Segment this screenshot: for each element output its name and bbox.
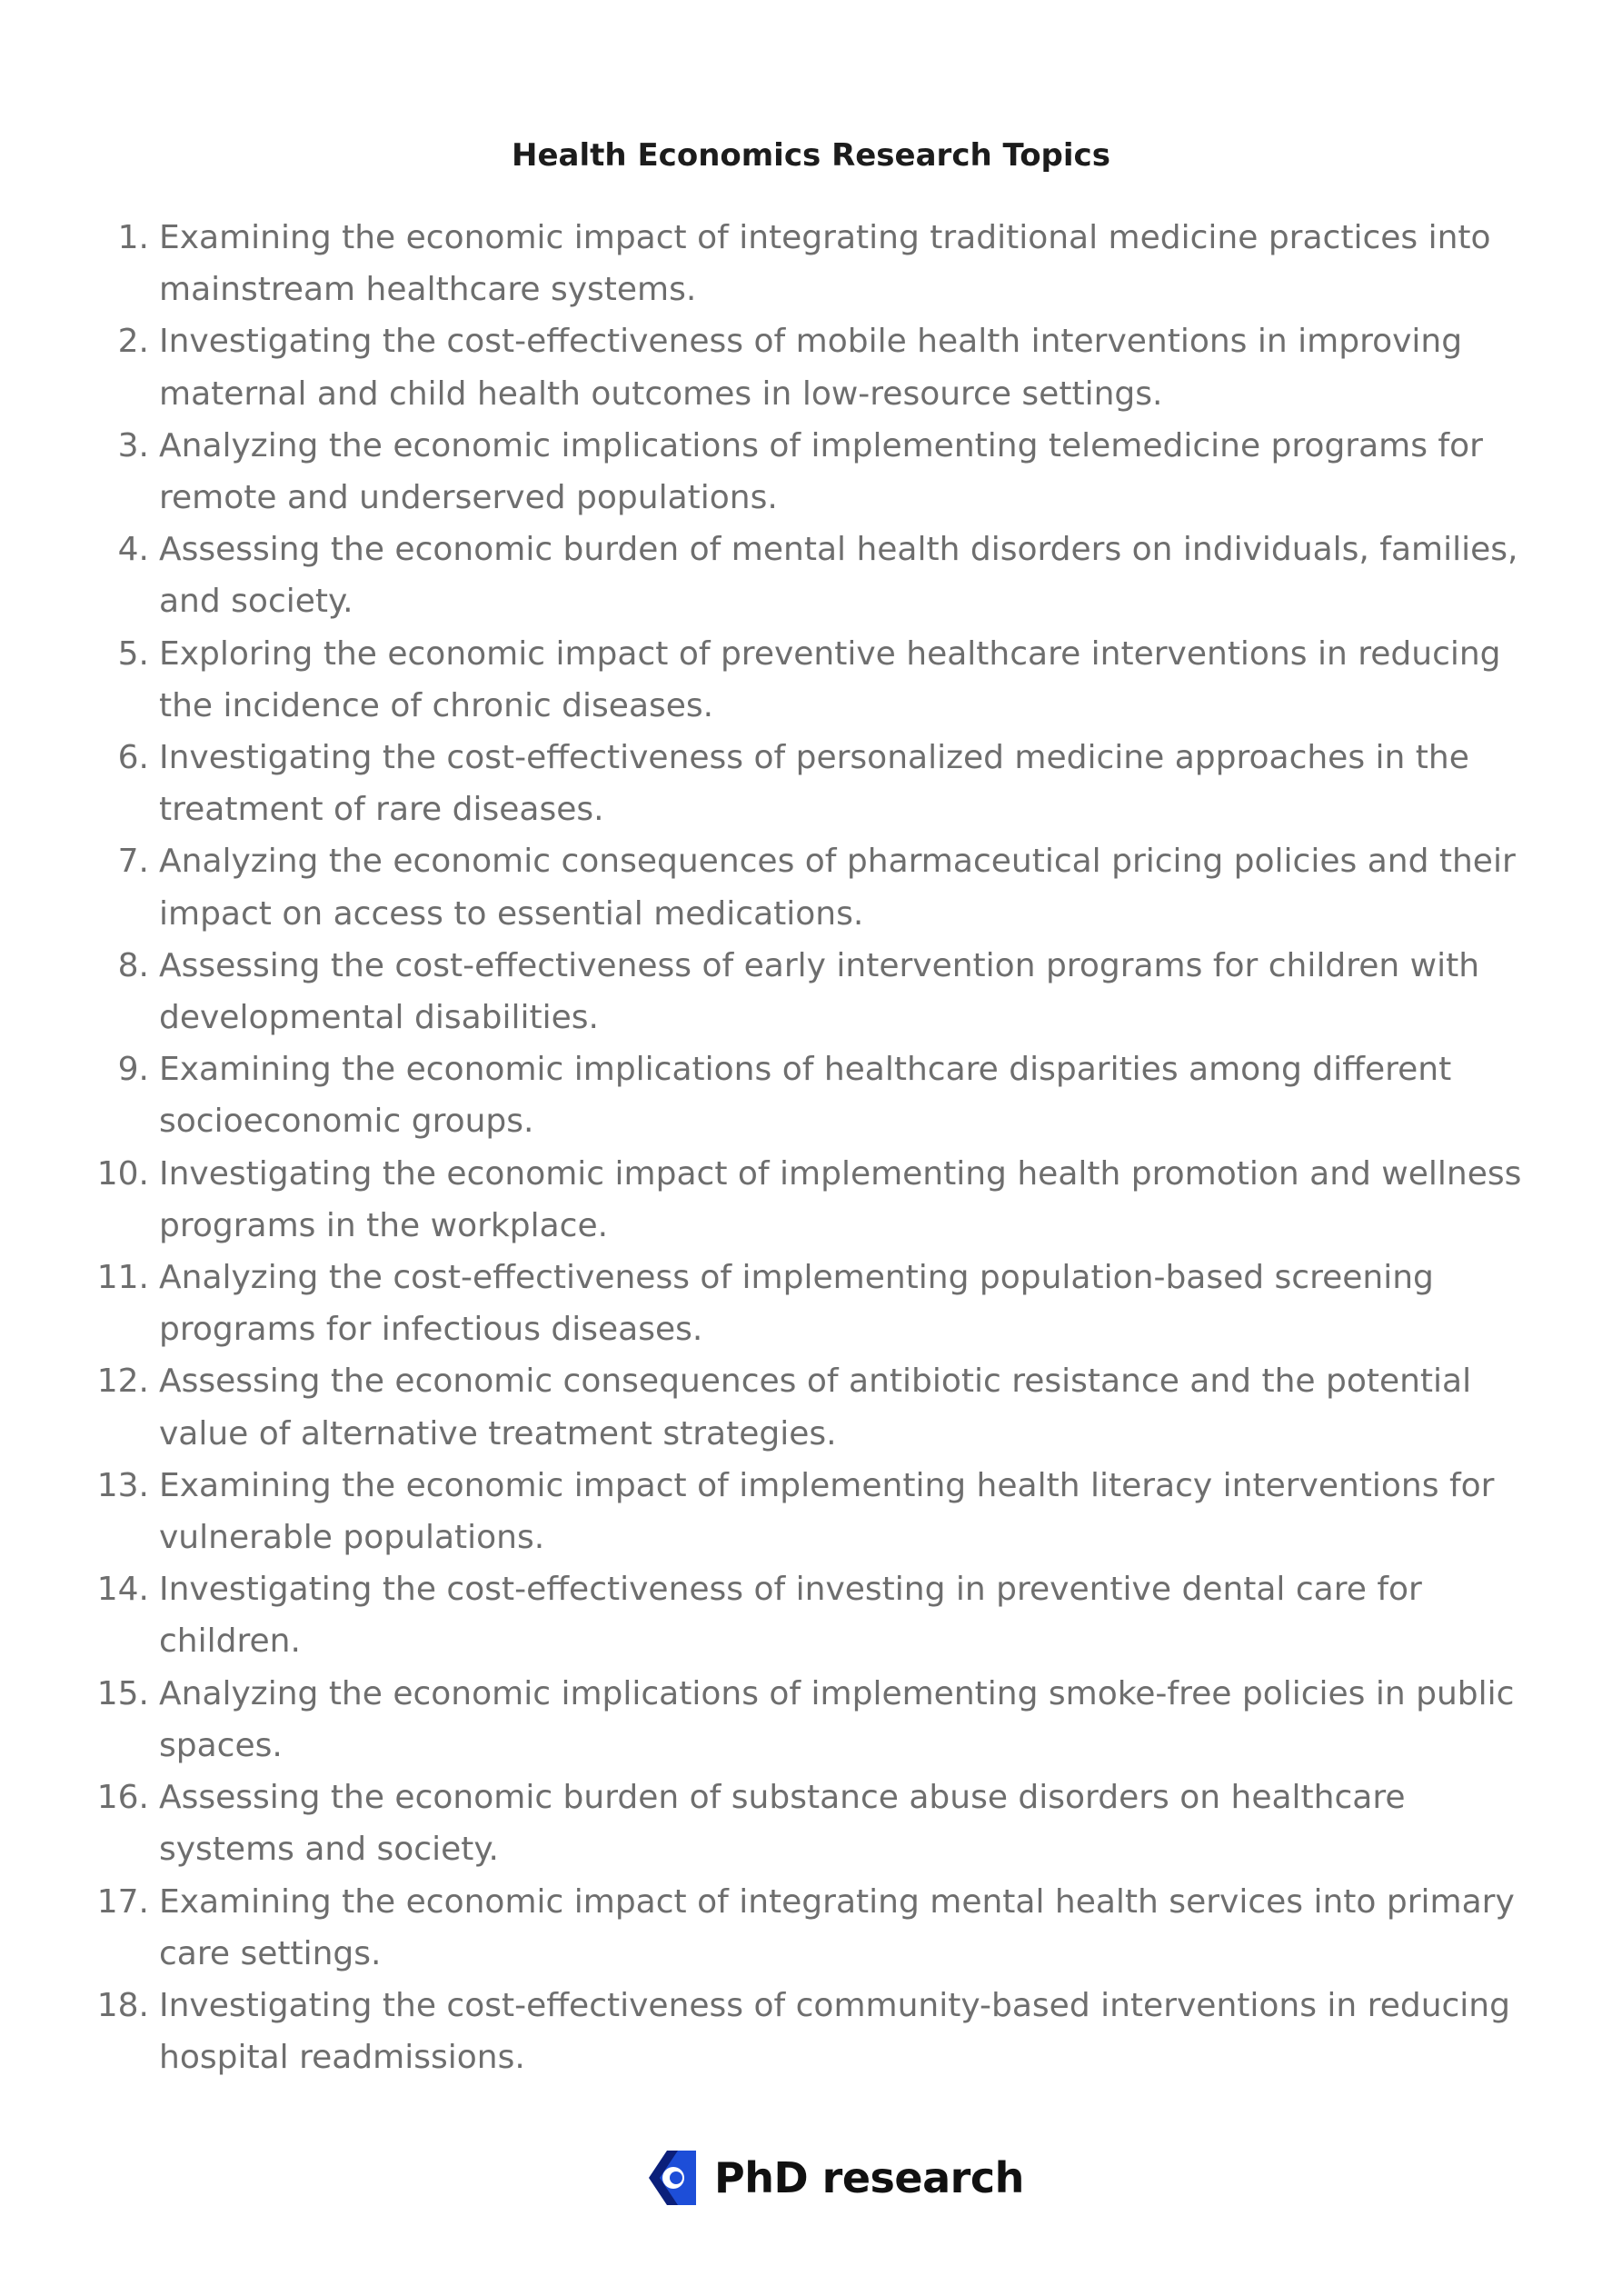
topic-number: 17. (96, 1882, 149, 1921)
topic-text: Analyzing the economic implications of implementing telemedicine programs for remote and underserved populations. (159, 426, 1483, 517)
topic-item (117, 315, 1522, 419)
topic-number: 11. (96, 1259, 149, 1297)
topic-text: Investigating the cost-effectiveness of investing in preventive dental care for children. (159, 1571, 1422, 1661)
topic-number: 13. (96, 1466, 149, 1504)
topic-item (96, 1563, 1522, 1667)
topic-item (96, 1772, 1522, 1875)
page-title: Health Economics Research Topics (512, 136, 1110, 174)
topic-number: 7. (117, 843, 149, 881)
topic-item (96, 1355, 1522, 1459)
topic-item (117, 1043, 1522, 1147)
topic-item (96, 1252, 1522, 1355)
topic-text: Analyzing the economic implications of implementing smoke-free policies in public spaces. (159, 1674, 1515, 1764)
topic-number: 15. (96, 1674, 149, 1712)
topic-number: 12. (96, 1363, 149, 1401)
topic-item (96, 1876, 1522, 1980)
topic-item (96, 1980, 1522, 2083)
phd-research-logo-icon (636, 2145, 702, 2211)
topic-number: 3. (117, 426, 149, 464)
topic-text: Examining the economic impact of integrating traditional medicine practices into mainstream healthcare systems. (159, 219, 1491, 309)
topic-text: Investigating the cost-effectiveness of mobile health interventions in improving maternal and child health outcomes in low-resource settings. (159, 323, 1463, 413)
topic-number: 9. (117, 1051, 149, 1089)
topic-number: 18. (96, 1986, 149, 2024)
topic-text: Examining the economic impact of implementing health literacy interventions for vulnerable populations. (159, 1466, 1495, 1557)
topic-number: 10. (96, 1154, 149, 1193)
topic-item (96, 1460, 1522, 1563)
topic-text: Investigating the cost-effectiveness of personalized medicine approaches in the treatment of rare diseases. (159, 739, 1469, 829)
topic-text: Investigating the cost-effectiveness of community-based interventions in reducing hospital readmissions. (159, 1986, 1510, 2077)
brand-name: PhD research (714, 2153, 1024, 2202)
topic-text: Analyzing the cost-effectiveness of implementing population-based screening programs for infectious diseases. (159, 1259, 1434, 1349)
topic-number: 16. (96, 1779, 149, 1817)
topic-item (117, 628, 1522, 732)
topic-text: Examining the economic impact of integrating mental health services into primary care settings. (159, 1882, 1515, 1972)
topic-item (117, 524, 1522, 627)
topic-number: 14. (96, 1571, 149, 1609)
topic-number: 8. (117, 946, 149, 984)
topic-text: Investigating the economic impact of implementing health promotion and wellness programs in the workplace. (159, 1154, 1522, 1244)
topic-text: Examining the economic implications of healthcare disparities among different socioeconomic groups. (159, 1051, 1452, 1141)
topic-item (96, 1668, 1522, 1772)
topic-text: Assessing the cost-effectiveness of early intervention programs for children with developmental disabilities. (159, 946, 1480, 1037)
topic-text: Assessing the economic consequences of antibiotic resistance and the potential value of alternative treatment strategies. (159, 1363, 1472, 1452)
topic-item (117, 940, 1522, 1043)
topic-item (117, 732, 1522, 835)
topic-number: 2. (117, 323, 149, 361)
topic-number: 1. (117, 219, 149, 256)
topic-list (96, 212, 1522, 2083)
topic-item (117, 420, 1522, 524)
topic-number: 5. (117, 634, 149, 673)
topic-text: Analyzing the economic consequences of pharmaceutical pricing policies and their impact on access to essential medications. (159, 843, 1516, 933)
topic-text: Exploring the economic impact of preventive healthcare interventions in reducing the incidence of chronic diseases. (159, 634, 1501, 724)
topic-item (117, 835, 1522, 939)
topic-number: 4. (117, 531, 149, 569)
topic-text: Assessing the economic burden of substance abuse disorders on healthcare systems and society. (159, 1779, 1406, 1869)
topic-text: Assessing the economic burden of mental health disorders on individuals, families, and society. (159, 531, 1518, 621)
brand-footer (636, 2145, 1024, 2211)
topic-item (96, 1148, 1522, 1252)
topic-number: 6. (117, 739, 149, 777)
topic-item (117, 212, 1522, 315)
